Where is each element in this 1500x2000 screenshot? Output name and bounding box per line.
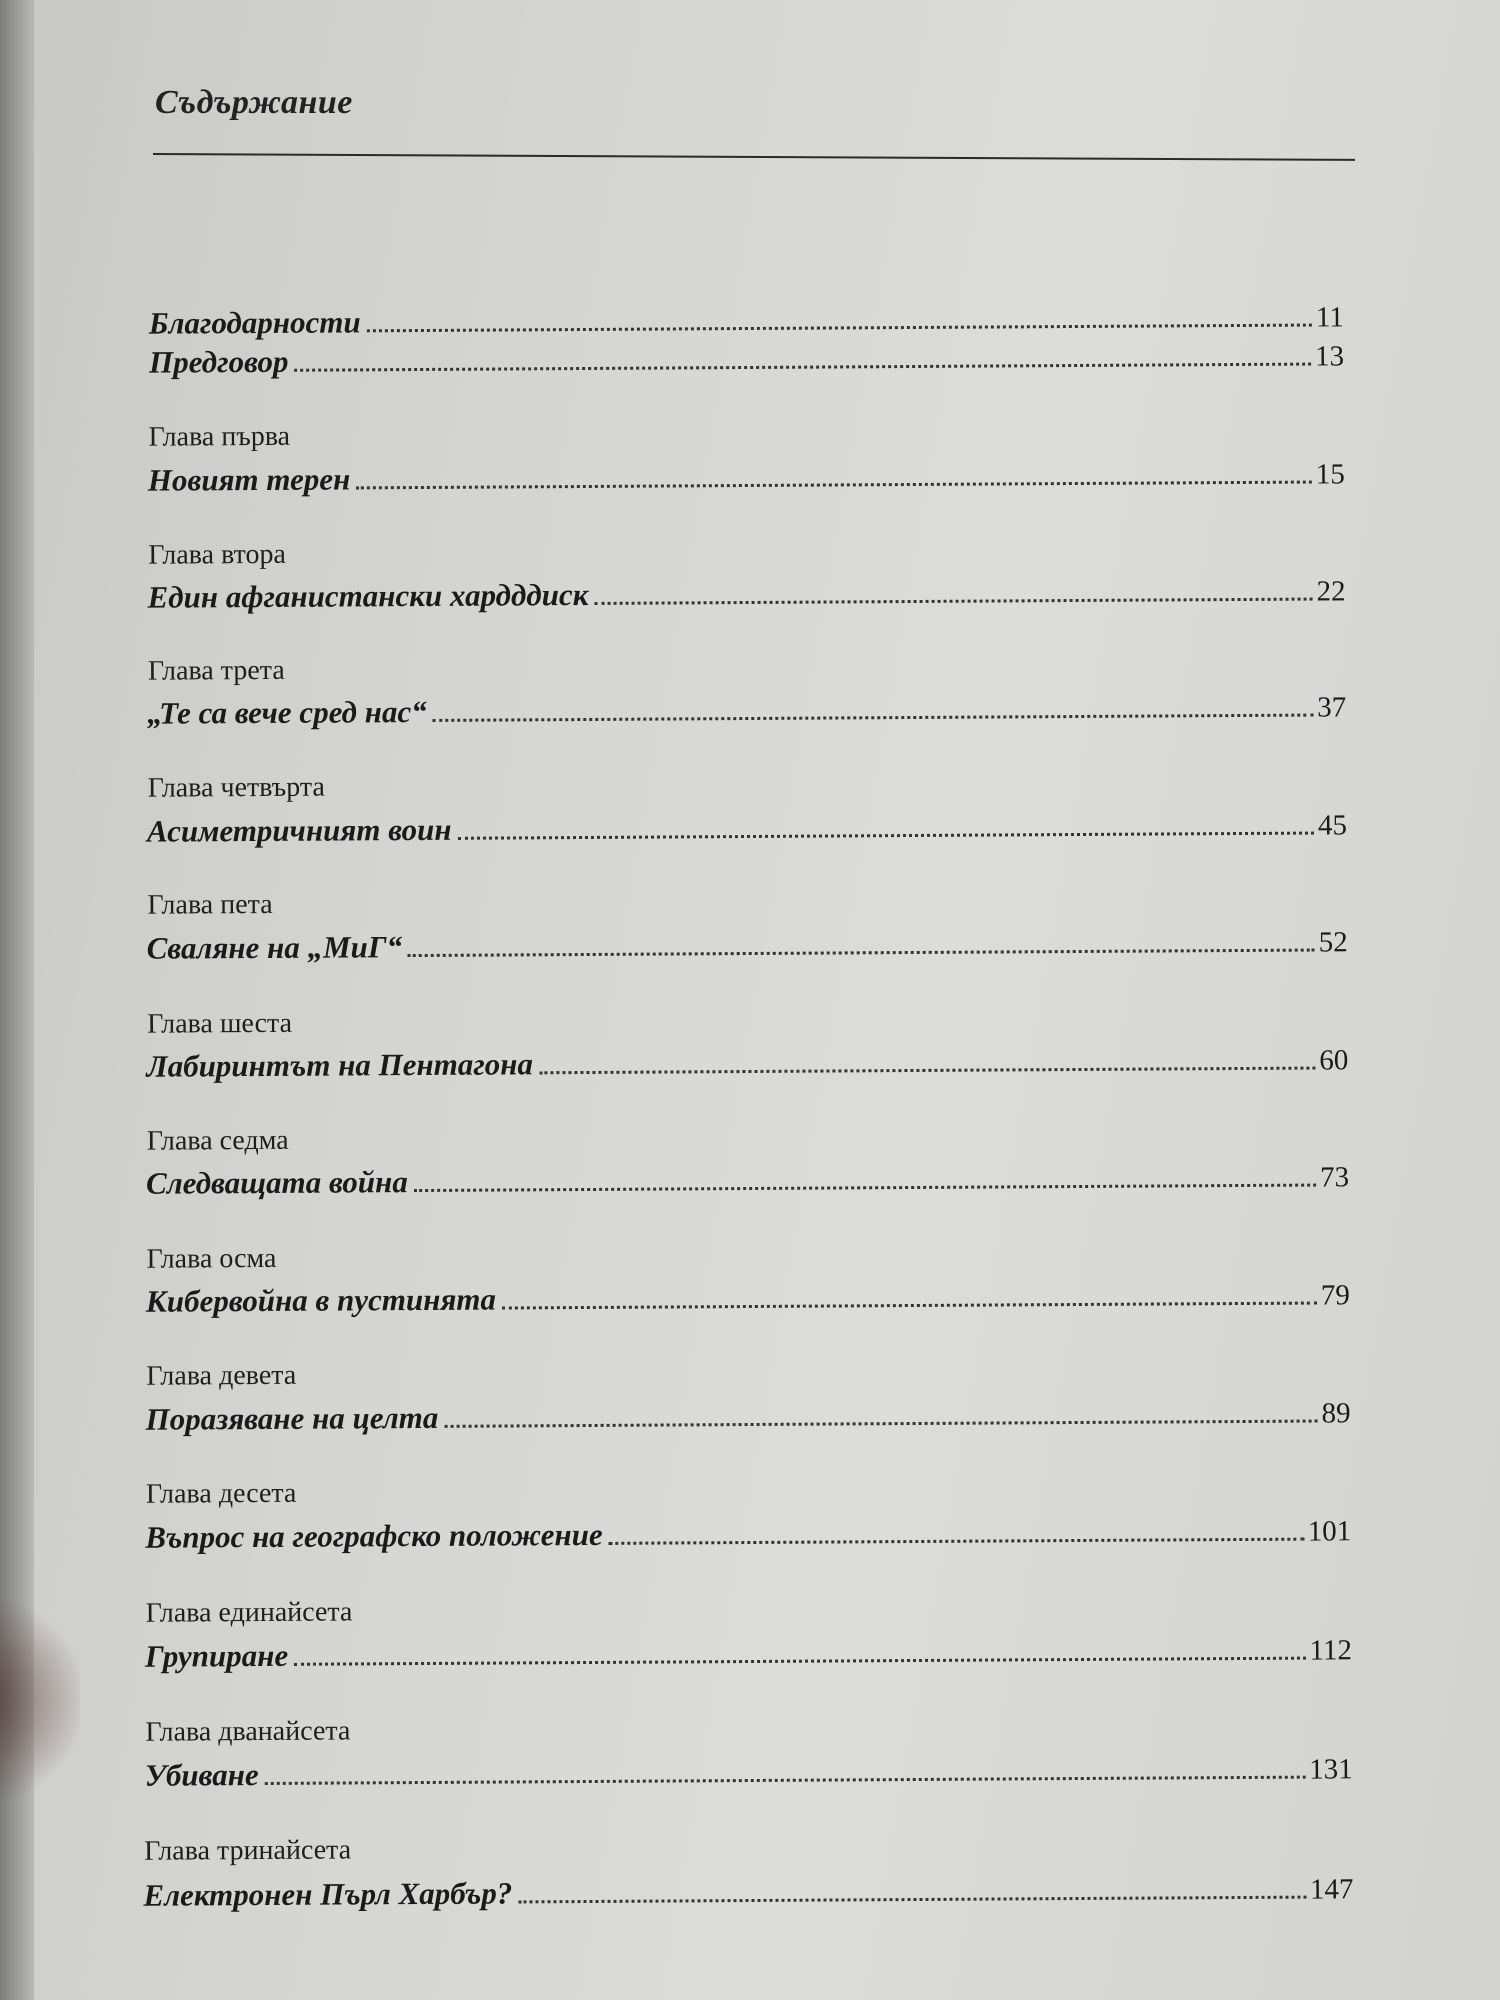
entry-page-number: 52 <box>1318 926 1348 959</box>
toc-entry <box>146 1272 1350 1319</box>
entry-title: Следващата война <box>146 1164 408 1201</box>
toc-entry <box>146 1037 1348 1084</box>
toc-entry <box>145 1627 1352 1674</box>
entry-title: Поразяване на целта <box>145 1399 439 1437</box>
entry-title: Убиване <box>144 1757 259 1793</box>
entry-page-number: 147 <box>1309 1873 1354 1906</box>
chapter-label: Глава дванайсета <box>145 1715 351 1748</box>
entry-page-number: 73 <box>1319 1161 1350 1194</box>
dot-leader <box>444 1420 1317 1428</box>
entry-title: Асиметричният воин <box>146 811 452 849</box>
entry-title: „Те са вече сред нас“ <box>147 693 427 731</box>
toc-entry <box>145 1508 1351 1555</box>
dot-leader <box>295 363 1312 372</box>
entry-title: Предговор <box>148 343 289 380</box>
dot-leader <box>433 714 1314 722</box>
toc-entry <box>147 684 1346 731</box>
entry-title: Един афганистански хардддиск <box>147 576 589 615</box>
dot-leader <box>502 1302 1317 1310</box>
chapter-label: Глава седма <box>146 1124 289 1157</box>
chapter-label: Глава десета <box>145 1477 297 1510</box>
dot-leader <box>265 1776 1306 1785</box>
entry-title: Благодарности <box>148 304 361 341</box>
dot-leader <box>356 481 1312 490</box>
entry-title: Електронен Пърл Харбър? <box>143 1875 513 1913</box>
entry-title: Въпрос на географско положение <box>145 1516 603 1555</box>
chapter-label: Глава осма <box>146 1242 277 1275</box>
dot-leader <box>609 1538 1304 1545</box>
toc-entry <box>147 568 1345 615</box>
toc-entry <box>147 802 1347 849</box>
entry-page-number: 45 <box>1317 809 1348 842</box>
dot-leader <box>539 1067 1315 1075</box>
entry-page-number: 22 <box>1316 575 1346 608</box>
entry-title: Кибервойна в пустинята <box>145 1281 497 1319</box>
chapter-label: Глава втора <box>148 538 286 571</box>
chapter-label: Глава първа <box>148 420 291 453</box>
chapter-label: Глава девета <box>146 1359 297 1392</box>
dot-leader <box>408 949 1315 958</box>
toc-entry <box>147 919 1348 966</box>
entry-page-number: 101 <box>1307 1515 1352 1548</box>
dot-leader <box>518 1896 1306 1904</box>
toc-entry <box>143 1866 1353 1913</box>
dot-leader <box>594 598 1312 605</box>
dot-leader <box>294 1657 1305 1666</box>
chapter-label: Глава четвърта <box>147 771 325 804</box>
entry-page-number: 37 <box>1317 691 1347 724</box>
dot-leader <box>458 832 1314 840</box>
toc-entry <box>145 1390 1350 1437</box>
toc-heading: Съдържание <box>155 84 353 121</box>
chapter-label: Глава тринайсета <box>144 1834 352 1867</box>
entry-page-number: 131 <box>1309 1753 1353 1786</box>
toc-entry <box>148 451 1345 498</box>
toc-entry <box>146 1154 1349 1201</box>
entry-page-number: 13 <box>1314 340 1345 373</box>
entry-page-number: 11 <box>1315 301 1344 334</box>
entry-page-number: 112 <box>1309 1634 1353 1667</box>
toc-entry <box>145 1746 1353 1793</box>
dot-leader <box>367 324 1312 333</box>
entry-page-number: 15 <box>1315 458 1345 491</box>
entry-title: Сваляне на „МиГ“ <box>146 929 403 966</box>
entry-page-number: 89 <box>1321 1397 1351 1430</box>
chapter-label: Глава пета <box>147 888 273 921</box>
entry-page-number: 60 <box>1319 1044 1349 1077</box>
dot-leader <box>414 1184 1316 1193</box>
entry-page-number: 79 <box>1320 1279 1350 1312</box>
entry-title: Лабиринтът на Пентагона <box>146 1046 534 1084</box>
chapter-label: Глава шеста <box>147 1007 293 1040</box>
chapter-label: Глава трета <box>147 654 285 687</box>
entry-title: Новият терен <box>147 461 351 498</box>
entry-title: Групиране <box>144 1637 289 1674</box>
toc-entry <box>149 333 1344 380</box>
chapter-label: Глава единайсета <box>145 1596 353 1629</box>
